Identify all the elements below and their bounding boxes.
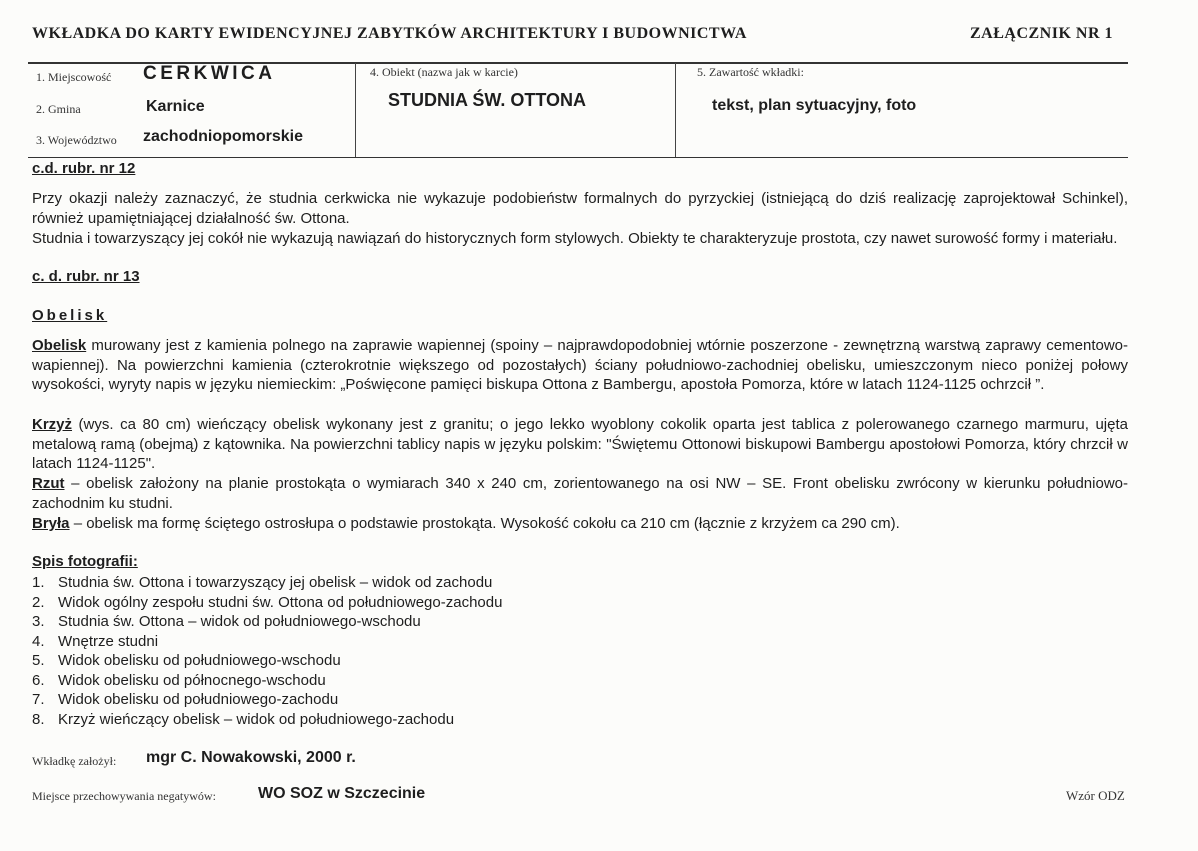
bryla-paragraph [32, 514, 1128, 534]
list-item: 1. Studnia św. Ottona i towarzyszący jej obelisk – widok od zachodu [32, 574, 493, 591]
commune-value: Karnice [146, 98, 205, 115]
contents-value: tekst, plan sytuacyjny, foto [712, 97, 917, 114]
rubr13-heading: c. d. rubr. nr 13 [32, 268, 140, 285]
list-item: 6. Widok obelisku od północnego-wschodu [32, 671, 326, 689]
obelisk-heading: Obelisk [32, 307, 108, 324]
document-title: WKŁADKA DO KARTY EWIDENCYJNEJ ZABYTKÓW ARCHITEKTURY I BUDOWNICTWA [32, 25, 747, 42]
voivodeship-value: zachodniopomorskie [143, 128, 304, 145]
storage-value: WO SOZ w Szczecinie [258, 785, 426, 802]
object-label: 4. Obiekt (nazwa jak w karcie) [370, 65, 518, 79]
bryla-term: Bryła [32, 515, 70, 532]
author-value: mgr C. Nowakowski, 2000 r. [146, 749, 356, 766]
obelisk-paragraph [32, 336, 1128, 395]
rubr12-heading: c.d. rubr. nr 12 [32, 160, 136, 177]
form-label: Wzór ODZ [1066, 788, 1125, 803]
bryla-text: – obelisk ma formę ściętego ostrosłupa o podstawie prostokąta. Wysokość cokołu ca 210 cm (łącznie z krzyżem ca 290 cm). [69, 515, 900, 532]
krzyz-term: Krzyż [32, 416, 73, 433]
rzut-text: – obelisk założony na planie prostokąta o wymiarach 340 x 240 cm, zorientowanego na osi NW – SE. Front obelisku zwrócony w kierunku południowo-zachodnim ku studni. [32, 475, 1128, 512]
author-label: Wkładkę założył: [32, 754, 117, 768]
photo-list [32, 573, 502, 729]
krzyz-paragraph [32, 415, 1128, 474]
obelisk-term: Obelisk [32, 337, 87, 354]
contents-label: 5. Zawartość wkładki: [697, 65, 804, 79]
list-item: 8. Krzyż wieńczący obelisk – widok od południowego-zachodu [32, 710, 455, 728]
voivodeship-label: 3. Województwo [36, 133, 117, 147]
list-item: 7. Widok obelisku od południowego-zachodu [32, 691, 339, 708]
commune-label: 2. Gmina [36, 102, 81, 116]
list-item: 3. Studnia św. Ottona – widok od południowego-wschodu [32, 613, 421, 630]
list-item: 2. Widok ogólny zespołu studni św. Ottona od południowego-zachodu [32, 593, 503, 611]
obelisk-text: murowany jest z kamienia polnego na zaprawie wapiennej (spoiny – najprawdopodobniej wtórnie poszerzone - zewnętrzną warstwą zaprawy cementowo-wapiennej). Na powierzchni kamienia (czterokrotnie większego od pozostałych) ściany południowo-zachodniej obelisku, umieszczonym nieco poniżej połowy wysokości, wyryty napis w języku niemieckim: „Poświęcone pamięci biskupa Ottona z Bambergu, apostoła Pomorza, które w latach 1124-1125 ochrzcił ”. [32, 337, 1128, 393]
photos-heading: Spis fotografii: [32, 553, 138, 570]
krzyz-text: (wys. ca 80 cm) wieńczący obelisk wykonany jest z granitu; o jego lekko wyoblony cokolik oparta jest tablica z polerowanego czarnego marmuru, ujęta metalową ramą (obejmą) z kątownika. Na powierzchni tablicy napis w języku polskim: "Świętemu Ottonowi biskupowi Bambergu apostołowi Pomorza, który chrzcił w latach 1124-1125". [32, 416, 1128, 472]
column-divider [675, 63, 676, 157]
locality-value: CERKWICA [143, 63, 276, 84]
table-bottom-border [28, 157, 1128, 158]
rzut-paragraph [32, 474, 1128, 513]
attachment-number: ZAŁĄCZNIK NR 1 [970, 25, 1114, 42]
object-value: STUDNIA ŚW. OTTONA [388, 90, 586, 110]
rubr12-paragraph-2: Studnia i towarzyszący jej cokół nie wykazują nawiązań do historycznych form stylowych. Obiekty te charakteryzuje prostota, czy nawet surowość formy i materiału. [32, 230, 1118, 247]
rzut-term: Rzut [32, 475, 65, 492]
rubr12-paragraph-1: Przy okazji należy zaznaczyć, że studnia cerkwicka nie wykazuje podobieństw formalnych do pyrzyckiej (istniejącą do dziś realizację zaprojektował Schinkel), również upamiętniającej działalność św. Ottona. [32, 190, 1128, 227]
column-divider [355, 63, 356, 157]
storage-label: Miejsce przechowywania negatywów: [32, 789, 216, 803]
list-item: 5. Widok obelisku od południowego-wschodu [32, 652, 341, 669]
list-item: 4. Wnętrze studni [32, 632, 159, 650]
locality-label: 1. Miejscowość [36, 70, 112, 84]
